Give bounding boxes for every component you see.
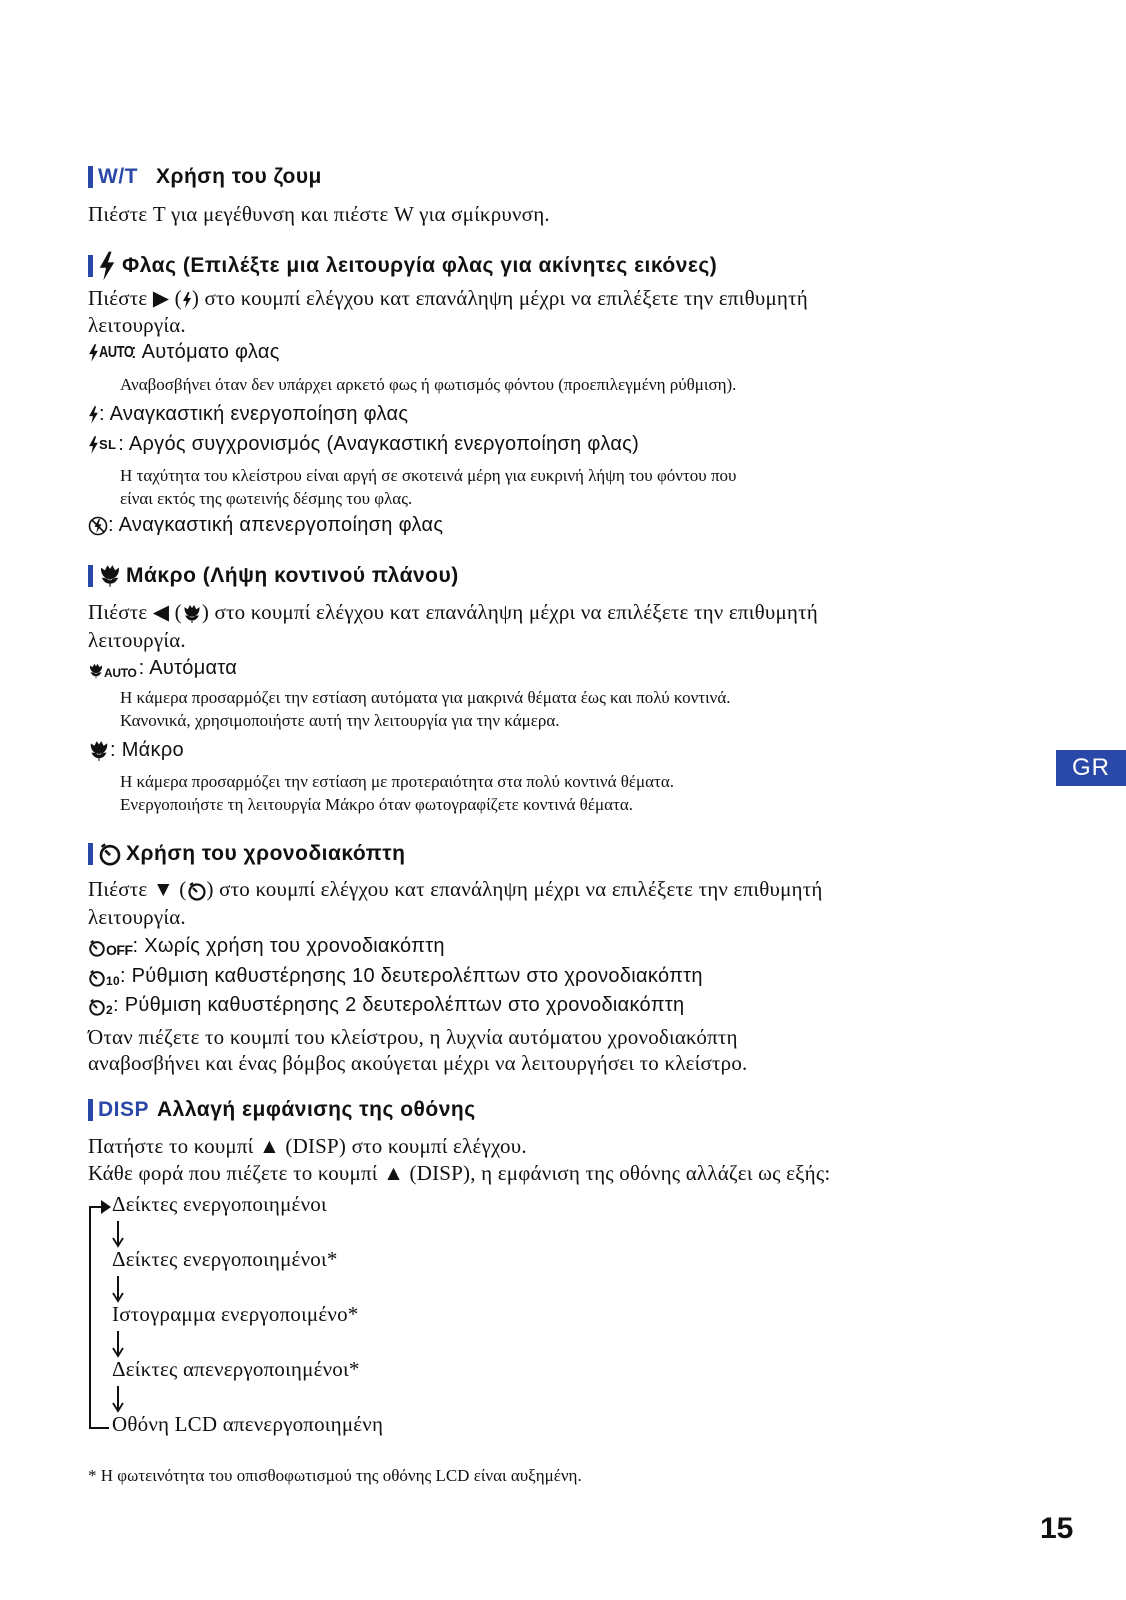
disp-icon: DISP: [98, 1098, 150, 1121]
flash-off-label: : Αναγκαστική απενεργοποίηση φλας: [108, 514, 444, 536]
timer-10-icon-text: 10: [106, 974, 120, 988]
macro-title: Μάκρο (Λήψη κοντινού πλάνου): [126, 564, 459, 587]
cycle-item-3: Ιστογραμμα ενεργοποιμένο*: [112, 1302, 359, 1326]
down-arrow-icon: [111, 1220, 125, 1248]
timer-instruction-end: ) στο κουμπί ελέγχου κατ επανάληψη μέχρι να επιλέξετε την επιθυμητή: [206, 877, 823, 901]
flash-slow-label: : Αργός συγχρονισμός (Αναγκαστική ενεργοποίηση φλας): [118, 433, 640, 455]
down-arrow-icon: [111, 1275, 125, 1303]
macro-instruction-line2: λειτουργία.: [88, 628, 186, 652]
macro-auto-icon-text: AUTO: [104, 666, 137, 680]
flash-slow-icon-text: SL: [99, 437, 117, 452]
timer-off-icon: [88, 938, 106, 958]
flash-auto-icon-text: AUTO: [99, 343, 134, 361]
flash-icon: [98, 251, 116, 281]
timer-10-label: : Ρύθμιση καθυστέρησης 10 δευτερολέπτων στο χρονοδιακόπτη: [119, 965, 703, 987]
cycle-item-4: Δείκτες απενεργοποιημένοι*: [112, 1357, 360, 1381]
disp-line-1: Πατήστε το κουμπί ▲ (DISP) στο κουμπί ελέγχου.: [88, 1134, 527, 1158]
timer-note-1: Όταν πιέζετε το κουμπί του κλείστρου, η λυχνία αυτόματου χρονοδιακόπτη: [88, 1025, 738, 1049]
flash-instruction-start: Πιέστε ▶ (: [88, 286, 182, 310]
timer-off-icon-text: OFF: [106, 942, 133, 958]
cycle-item-2: Δείκτες ενεργοποιημένοι*: [112, 1247, 338, 1271]
flash-slow-desc-1: Η ταχύτητα του κλείστρου είναι αργή σε σκοτεινά μέρη για ευκρινή λήψη του φόντου που: [120, 466, 737, 485]
flash-slow-icon: [88, 436, 99, 454]
section-marker: [88, 166, 93, 188]
flash-instruction-end: ) στο κουμπί ελέγχου κατ επανάληψη μέχρι να επιλέξετε την επιθυμητή: [191, 286, 808, 310]
zoom-title: Χρήση του ζουμ: [155, 165, 322, 188]
timer-10-item: [88, 965, 703, 988]
zoom-icon: W/T: [98, 165, 138, 188]
timer-2-icon: [88, 997, 106, 1017]
flash-off-icon: [88, 516, 108, 536]
macro-label: : Μάκρο: [110, 739, 184, 761]
macro-instruction-end: ) στο κουμπί ελέγχου κατ επανάληψη μέχρι να επιλέξετε την επιθυμητή: [201, 600, 818, 624]
timer-2-item: [88, 994, 684, 1017]
down-arrow-icon: [111, 1385, 125, 1413]
macro-instruction: [88, 600, 818, 625]
timer-10-icon: [88, 968, 106, 988]
macro-item: [88, 739, 184, 762]
cycle-arrowhead: [101, 1200, 111, 1214]
timer-off-label: : Χωρίς χρήση του χρονοδιακόπτη: [132, 935, 445, 957]
self-timer-icon: [187, 881, 207, 901]
flash-slow-desc-2: είναι εκτός της φωτεινής δέσμης του φλας.: [120, 489, 413, 508]
flash-title: Φλας (Επιλέξτε μια λειτουργία φλας για ακίνητες εικόνες): [122, 254, 718, 277]
section-marker: [88, 565, 93, 587]
macro-auto-desc-1: Η κάμερα προσαρμόζει την εστίαση αυτόματα για μακρινά θέματα έως και πολύ κοντινά.: [120, 688, 731, 707]
timer-heading: [88, 842, 405, 866]
macro-instruction-start: Πιέστε ◀ (: [88, 600, 182, 624]
disp-footnote: * Η φωτεινότητα του οπισθοφωτισμού της οθόνης LCD είναι αυξημένη.: [88, 1466, 582, 1485]
section-marker: [88, 843, 93, 865]
flash-auto-icon: [88, 343, 99, 363]
macro-auto-desc-2: Κανονικά, χρησιμοποιήστε αυτή την λειτουργία για την κάμερα.: [120, 711, 560, 730]
disp-heading: [88, 1098, 476, 1122]
flash-heading: [88, 251, 717, 281]
timer-instruction: [88, 877, 823, 902]
flash-icon: [182, 292, 192, 308]
flash-auto-item: [88, 341, 280, 364]
timer-2-icon-text: 2: [106, 1003, 113, 1017]
flash-auto-desc: Αναβοσβήνει όταν δεν υπάρχει αρκετό φως ή φωτισμός φόντου (προεπιλεγμένη ρύθμιση).: [120, 375, 737, 394]
macro-desc-1: Η κάμερα προσαρμόζει την εστίαση με προτεραιότητα στα πολύ κοντινά θέματα.: [120, 772, 675, 791]
section-marker: [88, 255, 93, 277]
flash-off-item: [88, 514, 443, 537]
language-tab: GR: [1056, 750, 1126, 786]
timer-2-label: : Ρύθμιση καθυστέρησης 2 δευτερολέπτων στο χρονοδιακόπτη: [112, 994, 685, 1016]
cycle-item-5: Οθόνη LCD απενεργοποιημένη: [112, 1412, 384, 1436]
macro-icon: [88, 740, 110, 762]
macro-icon: [98, 564, 122, 588]
timer-note-2: αναβοσβήνει και ένας βόμβος ακούγεται μέχρι να λειτουργήσει το κλείστρο.: [88, 1051, 748, 1075]
macro-auto-icon: [88, 662, 104, 680]
zoom-heading: [88, 165, 322, 189]
flash-forced-item: [88, 403, 408, 426]
macro-heading: [88, 564, 459, 588]
macro-desc-2: Ενεργοποιήστε τη λειτουργία Μάκρο όταν φωτογραφίζετε κοντινά θέματα.: [120, 795, 633, 814]
disp-title: Αλλαγή εμφάνισης της οθόνης: [157, 1098, 476, 1121]
cycle-return-line: [89, 1206, 91, 1428]
flash-instruction-line2: λειτουργία.: [88, 313, 186, 337]
timer-title: Χρήση του χρονοδιακόπτη: [126, 842, 406, 865]
timer-off-item: [88, 935, 445, 958]
page-number: 15: [1040, 1512, 1074, 1545]
flash-auto-label: : Αυτόματο φλας: [131, 341, 280, 363]
macro-icon: [182, 604, 202, 624]
flash-forced-label: : Αναγκαστική ενεργοποίηση φλας: [99, 403, 409, 425]
zoom-text: Πιέστε T για μεγέθυνση και πιέστε W για σμίκρυνση.: [88, 202, 550, 226]
cycle-bottom-line: [89, 1427, 109, 1429]
flash-instruction: [88, 286, 808, 311]
disp-line-2: Κάθε φορά που πιέζετε το κουμπί ▲ (DISP), η εμφάνιση της οθόνης αλλάζει ως εξής:: [88, 1161, 831, 1185]
section-marker: [88, 1099, 93, 1121]
flash-slow-item: [88, 433, 639, 456]
flash-forced-icon: [88, 406, 99, 424]
down-arrow-icon: [111, 1330, 125, 1358]
macro-auto-item: [88, 657, 237, 680]
timer-instruction-line2: λειτουργία.: [88, 905, 186, 929]
self-timer-icon: [98, 842, 122, 866]
macro-auto-label: : Αυτόματα: [138, 657, 238, 679]
cycle-item-1: Δείκτες ενεργοποιημένοι: [112, 1192, 327, 1216]
timer-instruction-start: Πιέστε ▼ (: [88, 877, 187, 901]
